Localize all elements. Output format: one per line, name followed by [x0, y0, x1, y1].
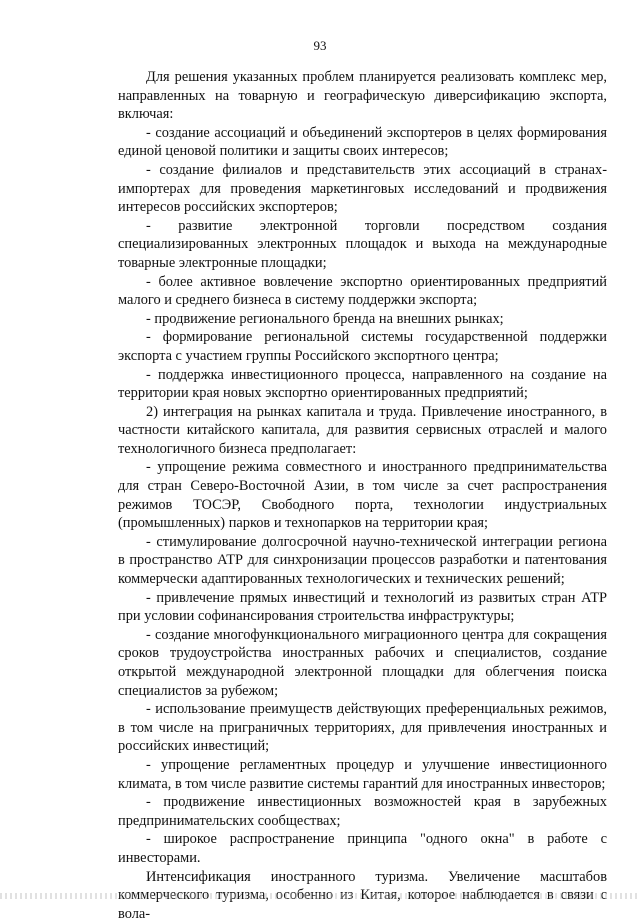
- list-item: - формирование региональной системы государственной поддержки экспорта с участием группы Российского экспортного центра;: [118, 329, 607, 364]
- page-number: 93: [313, 38, 327, 53]
- list-item: - продвижение регионального бренда на внешних рынках;: [146, 310, 504, 327]
- list-item: - более активное вовлечение экспортно ориентированных предприятий малого и среднего бизнеса в систему поддержки экспорта;: [118, 273, 607, 309]
- list-item: - упрощение регламентных процедур и улучшение инвестиционного климата, в том числе развитие системы гарантий для иностранных инвесторов;: [118, 756, 607, 792]
- section-paragraph: 2) интеграция на рынках капитала и труда. Привлечение иностранного, в частности китайского капитала, для развития сервисных отраслей и малого технологичного бизнеса предполагает:: [118, 403, 607, 457]
- list-item: - упрощение режима совместного и иностранного предпринимательства для стран Северо-Восточной Азии, в том числе за счет распространения режимов ТОСЭР, Свободного порта, технологии индустриальных (промышленных) парков и технопарков на территории края;: [118, 459, 607, 532]
- list-item: - создание филиалов и представительств этих ассоциаций в странах-импортерах для проведения маркетинговых исследований и продвижения интересов российских экспортеров;: [118, 161, 607, 216]
- list-item: - продвижение инвестиционных возможностей края в зарубежных предпринимательских сообществах;: [118, 794, 607, 829]
- list-item: - создание многофункционального миграционного центра для сокращения сроков трудоустройства иностранных рабочих и специалистов, создание открытой международной электронной площадки для облегчения поиска специалистов за рубежом;: [118, 626, 607, 699]
- list-item: - развитие электронной торговли посредством создания специализированных электронных площадок и выхода на международные товарные электронные площадки;: [118, 217, 607, 271]
- list-item: - стимулирование долгосрочной научно-технической интеграции региона в пространство АТР для синхронизации процессов разработки и патентования коммерчески адаптированных технологических и технических решений;: [118, 533, 607, 588]
- intro-paragraph: Для решения указанных проблем планируется реализовать комплекс мер, направленных на товарную и географическую диверсификацию экспорта, включая:: [118, 69, 607, 123]
- list-item: - широкое распространение принципа "одного окна" в работе с инвесторами.: [118, 831, 607, 866]
- list-item: - создание ассоциаций и объединений экспортеров в целях формирования единой ценовой политики и защиты своих интересов;: [118, 124, 607, 160]
- body-text: [118, 68, 607, 923]
- list-item: - использование преимуществ действующих преференциальных режимов, в том числе на приграничных территориях, для привлечения иностранных и российских инвестиций;: [118, 701, 607, 755]
- closing-paragraph: Интенсификация иностранного туризма. Увеличение масштабов коммерческого туризма, особенно из Китая, которое наблюдается в связи с вола-: [118, 868, 607, 922]
- list-item: - поддержка инвестиционного процесса, направленного на создание на территории края новых экспортно ориентированных предприятий;: [118, 366, 607, 402]
- list-item: - привлечение прямых инвестиций и технологий из развитых стран АТР при условии софинансирования строительства инфраструктуры;: [118, 589, 607, 625]
- scan-edge-artifact: [0, 893, 640, 899]
